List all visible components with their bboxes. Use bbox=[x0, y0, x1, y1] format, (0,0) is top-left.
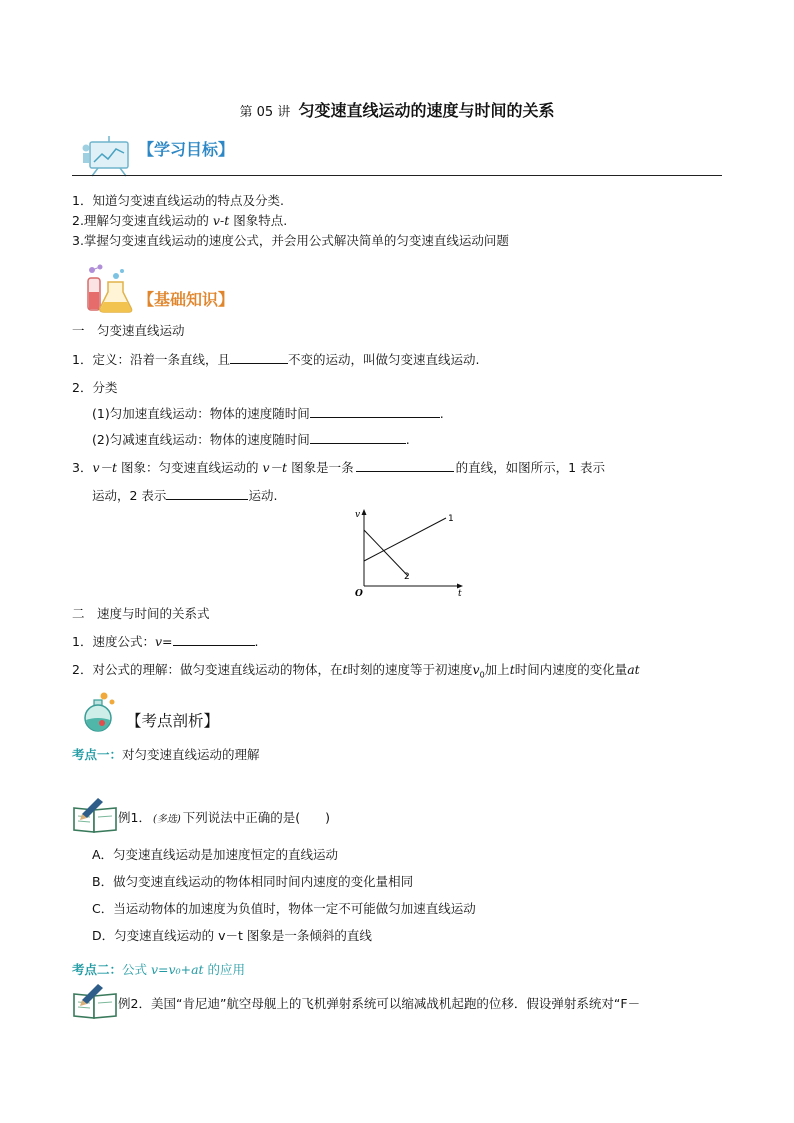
classification-heading: 2．分类 bbox=[72, 380, 118, 395]
x-axis-arrow bbox=[457, 584, 463, 589]
whiteboard-icon bbox=[80, 132, 134, 178]
point2: 考点二：公式 v=v₀+at 的应用 bbox=[72, 962, 246, 977]
option-d: D．匀变速直线运动的 v－t 图象是一条倾斜的直线 bbox=[92, 928, 372, 943]
goal-item-3: 3.掌握匀变速直线运动的速度公式，并会用公式解决简单的匀变速直线运动问题 bbox=[72, 233, 509, 248]
blank-field bbox=[356, 460, 454, 472]
lecture-number: 第 05 讲 bbox=[239, 105, 291, 120]
line-2-label: 2 bbox=[404, 572, 410, 582]
option-c: C．当运动物体的加速度为负值时，物体一定不可能做匀加速直线运动 bbox=[92, 901, 476, 916]
goals-heading: 【学习目标】 bbox=[138, 140, 235, 159]
line-1 bbox=[364, 518, 446, 561]
blank-field bbox=[173, 634, 255, 646]
flask-icon bbox=[80, 262, 136, 316]
blank-field bbox=[230, 352, 288, 364]
blank-field bbox=[310, 432, 406, 444]
classification-2: (2)匀减速直线运动：物体的速度随时间 . bbox=[92, 432, 410, 447]
vt-graph-item-cont: 运动，2 表示 运动. bbox=[92, 488, 278, 503]
y-axis-arrow bbox=[362, 509, 367, 515]
example-2: 例2．美国“肯尼迪”航空母舰上的飞机弹射系统可以缩减战机起跑的位移．假设弹射系统对“F－ bbox=[118, 996, 641, 1011]
origin-label: O bbox=[355, 589, 363, 598]
blank-field bbox=[310, 406, 440, 418]
part1-heading: 一 匀变速直线运动 bbox=[72, 323, 185, 338]
classification-1: (1)匀加速直线运动：物体的速度随时间 . bbox=[92, 406, 444, 421]
goal-item-2: 2.理解匀变速直线运动的 v-t 图象特点. bbox=[72, 213, 288, 228]
book-pen-icon bbox=[72, 982, 120, 1020]
point1: 考点一：对匀变速直线运动的理解 bbox=[72, 747, 260, 762]
option-b: B．做匀变速直线运动的物体相同时间内速度的变化量相同 bbox=[92, 874, 414, 889]
lecture-title: 匀变速直线运动的速度与时间的关系 bbox=[298, 101, 555, 120]
page-title bbox=[0, 98, 794, 121]
vt-graph-item: 3．v－t 图象：匀变速直线运动的 v－t 图象是一条 的直线，如图所示，1 表示 bbox=[72, 460, 606, 475]
vt-graph bbox=[350, 506, 470, 598]
basics-heading: 【基础知识】 bbox=[138, 290, 235, 309]
axis-v-label: v bbox=[355, 510, 361, 520]
book-pen-icon bbox=[72, 796, 120, 834]
axis-t-label: t bbox=[458, 589, 462, 598]
line-2 bbox=[364, 530, 408, 576]
blank-field bbox=[166, 488, 248, 500]
example-1: 例1． (多选) 下列说法中正确的是( ) bbox=[118, 810, 331, 825]
goal-item-1: 1．知道匀变速直线运动的特点及分类. bbox=[72, 193, 284, 208]
analysis-heading: 【考点剖析】 bbox=[126, 712, 220, 730]
divider bbox=[72, 175, 722, 176]
option-a: A．匀变速直线运动是加速度恒定的直线运动 bbox=[92, 847, 339, 862]
part2-heading: 二 速度与时间的关系式 bbox=[72, 606, 210, 621]
formula-understanding: 2．对公式的理解：做匀变速直线运动的物体，在t时刻的速度等于初速度$v_0$加上t时间内速度的变化量at bbox=[72, 662, 640, 680]
beaker-icon bbox=[74, 690, 122, 734]
definition: 1．定义：沿着一条直线，且 不变的运动，叫做匀变速直线运动. bbox=[72, 352, 480, 367]
velocity-formula: 1．速度公式：v= . bbox=[72, 634, 259, 649]
line-1-label: 1 bbox=[448, 514, 454, 524]
